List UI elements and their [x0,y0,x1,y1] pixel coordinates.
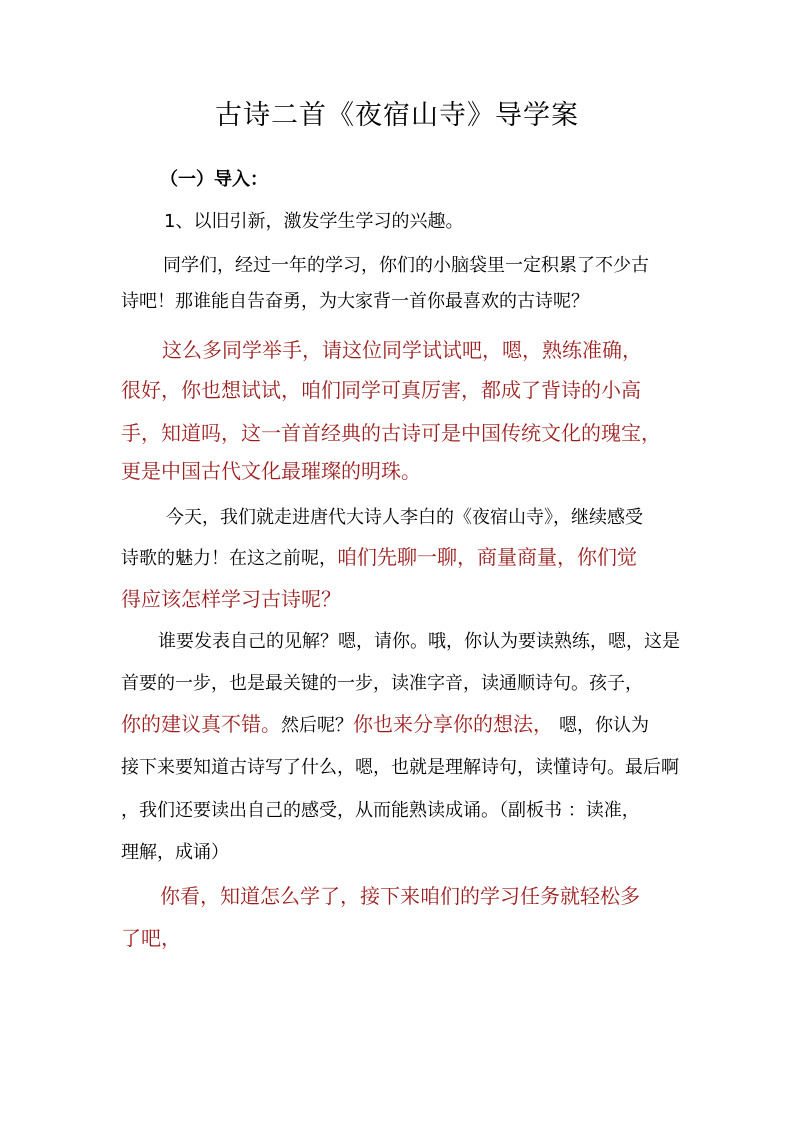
paragraph-4-line-2-black: 诗歌的魅力！在这之前呢， [121,548,337,569]
paragraph-3-line-2: 很好，你也想试试，咱们同学可真厉害，都成了背诗的小高 [121,378,641,402]
paragraph-2-line-2: 诗吧！那谁能自告奋勇，为大家背一首你最喜欢的古诗呢？ [121,291,589,312]
paragraph-5-line-3-red-b: 你也来分享你的想法， [353,712,553,736]
paragraph-6-line-2: 了吧， [121,926,181,950]
paragraph-3-line-1: 这么多同学举手，请这位同学试试吧，嗯，熟练准确， [162,338,642,362]
paragraph-4-line-3: 得应该怎样学习古诗呢？ [121,587,341,611]
paragraph-4-line-2-red: 咱们先聊一聊，商量商量，你们觉 [337,545,637,569]
paragraph-5-line-6: 理解，成诵） [121,842,229,863]
paragraph-4-line-1: 今天，我们就走进唐代大诗人李白的《夜宿山寺》，继续感受 [166,507,643,528]
document-title: 古诗二首《夜宿山寺》导学案 [215,100,579,131]
paragraph-5-line-3-red-a: 你的建议真不错。 [121,712,281,736]
paragraph-3-line-3: 手，知道吗，这一首首经典的古诗可是中国传统文化的瑰宝， [121,421,661,445]
paragraph-3-line-4: 更是中国古代文化最璀璨的明珠。 [121,459,421,483]
paragraph-4-line-2 [121,543,637,572]
paragraph-5-line-4: 接下来要知道古诗写了什么，嗯，也就是理解诗句，读懂诗句。最后啊 [121,757,679,778]
paragraph-5-line-1: 谁要发表自己的见解？嗯，请你。哦，你认为要读熟练，嗯，这是 [158,631,680,652]
paragraph-5-line-5: ，我们还要读出自己的感受，从而能熟读成诵。（副板书 ：读准， [121,800,640,821]
paragraph-5-line-3-black-a: 然后呢？ [281,715,353,736]
paragraph-5-line-3-black-b: 嗯，你认为 [559,715,649,736]
paragraph-5-line-2: 首要的一步，也是最关键的一步，读准字音，读通顺诗句。孩子， [121,673,643,694]
paragraph-1-line-1: 1、以旧引新，激发学生学习的兴趣。 [164,211,464,232]
paragraph-5-line-3 [121,710,649,739]
section-heading: （一）导入： [160,169,268,190]
paragraph-6-line-1: 你看，知道怎么学了，接下来咱们的学习任务就轻松多 [160,884,640,908]
paragraph-2-line-1: 同学们，经过一年的学习，你们的小脑袋里一定积累了不少古 [163,255,649,276]
